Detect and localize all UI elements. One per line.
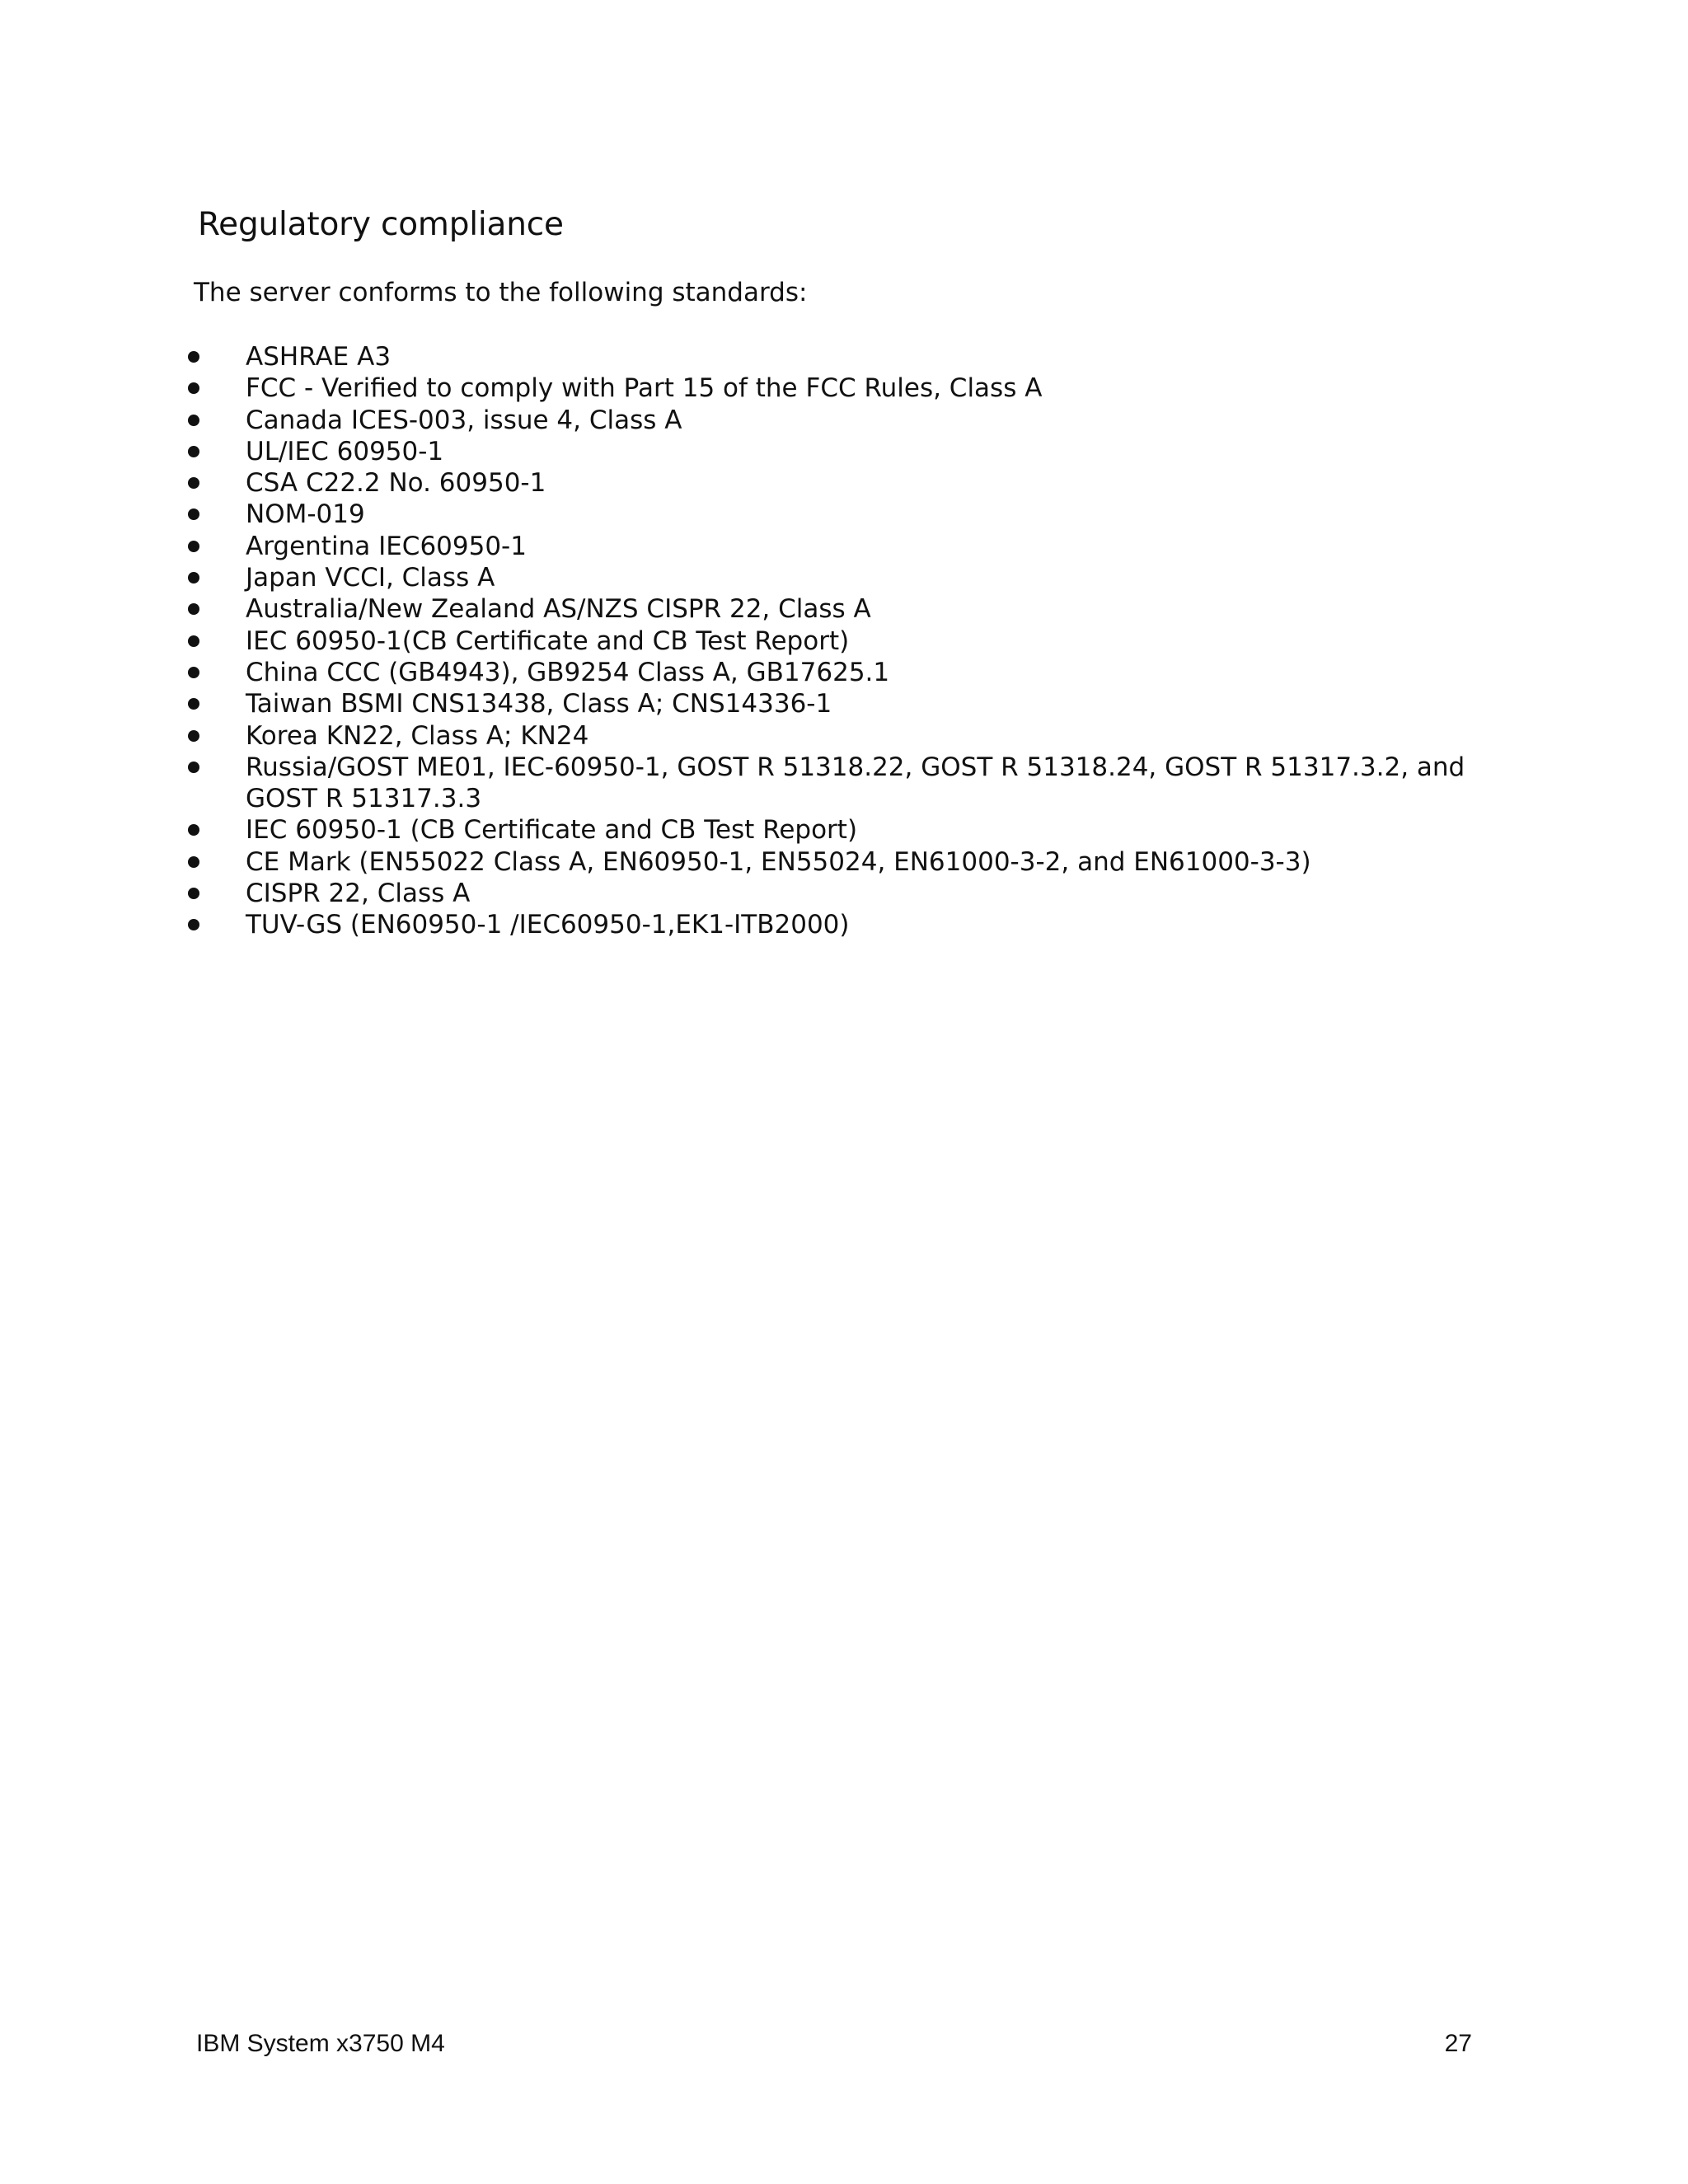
- list-item: [188, 593, 1507, 625]
- list-item-text: Korea KN22, Class A; KN24: [246, 720, 589, 751]
- bullet-icon: [188, 446, 199, 457]
- list-item-text: FCC - Verified to comply with Part 15 of the FCC Rules, Class A: [246, 373, 1043, 404]
- list-item: [188, 878, 1507, 909]
- bullet-icon: [188, 667, 199, 678]
- list-item: [188, 467, 1507, 499]
- list-item-text: Argentina IEC60950-1: [246, 531, 527, 561]
- list-item: [188, 405, 1507, 436]
- bullet-icon: [188, 919, 199, 930]
- list-item-text: NOM-019: [246, 499, 365, 530]
- list-item: [188, 688, 1507, 719]
- list-item: [188, 499, 1507, 530]
- list-item: [188, 531, 1507, 562]
- bullet-icon: [188, 856, 199, 868]
- list-item-text: CSA C22.2 No. 60950-1: [246, 468, 546, 499]
- list-item-text: IEC 60950-1(CB Certificate and CB Test Report): [246, 626, 850, 656]
- list-item-text: CE Mark (EN55022 Class A, EN60950-1, EN55024, EN61000-3-2, and EN61000-3-3): [246, 846, 1311, 877]
- list-item-text: ASHRAE A3: [246, 342, 392, 372]
- list-item: [188, 909, 1507, 940]
- list-item-text: UL/IEC 60950-1: [246, 436, 444, 466]
- list-item: [188, 562, 1507, 593]
- bullet-icon: [188, 824, 199, 836]
- list-item: [188, 846, 1507, 878]
- list-item: [188, 720, 1507, 752]
- list-item: [188, 341, 1507, 373]
- bullet-icon: [188, 382, 199, 394]
- section-heading: Regulatory compliance: [198, 206, 564, 243]
- bullet-icon: [188, 572, 199, 583]
- list-item-text: Taiwan BSMI CNS13438, Class A; CNS14336-1: [246, 689, 832, 719]
- bullet-icon: [188, 351, 199, 363]
- standards-list: [188, 341, 1507, 941]
- bullet-icon: [188, 603, 199, 615]
- bullet-icon: [188, 888, 199, 899]
- list-item-text: TUV-GS (EN60950-1 /IEC60950-1,EK1-ITB2000): [246, 910, 850, 940]
- list-item: [188, 373, 1507, 404]
- bullet-icon: [188, 698, 199, 710]
- list-item: [188, 626, 1507, 657]
- bullet-icon: [188, 541, 199, 552]
- bullet-icon: [188, 415, 199, 426]
- list-item-text: Canada ICES-003, issue 4, Class A: [246, 405, 682, 435]
- list-item-text: Australia/New Zealand AS/NZS CISPR 22, Class A: [246, 594, 871, 625]
- bullet-icon: [188, 730, 199, 742]
- bullet-icon: [188, 762, 199, 773]
- list-item-text: CISPR 22, Class A: [246, 879, 471, 909]
- list-item-text: Russia/GOST ME01, IEC-60950-1, GOST R 51318.22, GOST R 51318.24, GOST R 51317.3.2, and GOST R 51317.3.3: [246, 752, 1465, 814]
- list-item-text: China CCC (GB4943), GB9254 Class A, GB17625.1: [246, 657, 890, 687]
- list-item: [188, 436, 1507, 467]
- footer-page-number: 27: [1444, 2030, 1472, 2057]
- bullet-icon: [188, 509, 199, 520]
- list-item-text: IEC 60950-1 (CB Certificate and CB Test Report): [246, 815, 858, 846]
- footer-document-title: IBM System x3750 M4: [196, 2030, 445, 2057]
- list-item: [188, 752, 1507, 815]
- list-item-text: Japan VCCI, Class A: [246, 563, 495, 593]
- bullet-icon: [188, 635, 199, 647]
- list-item: [188, 657, 1507, 688]
- intro-paragraph: The server conforms to the following standards:: [194, 278, 808, 307]
- list-item: [188, 814, 1507, 846]
- bullet-icon: [188, 477, 199, 489]
